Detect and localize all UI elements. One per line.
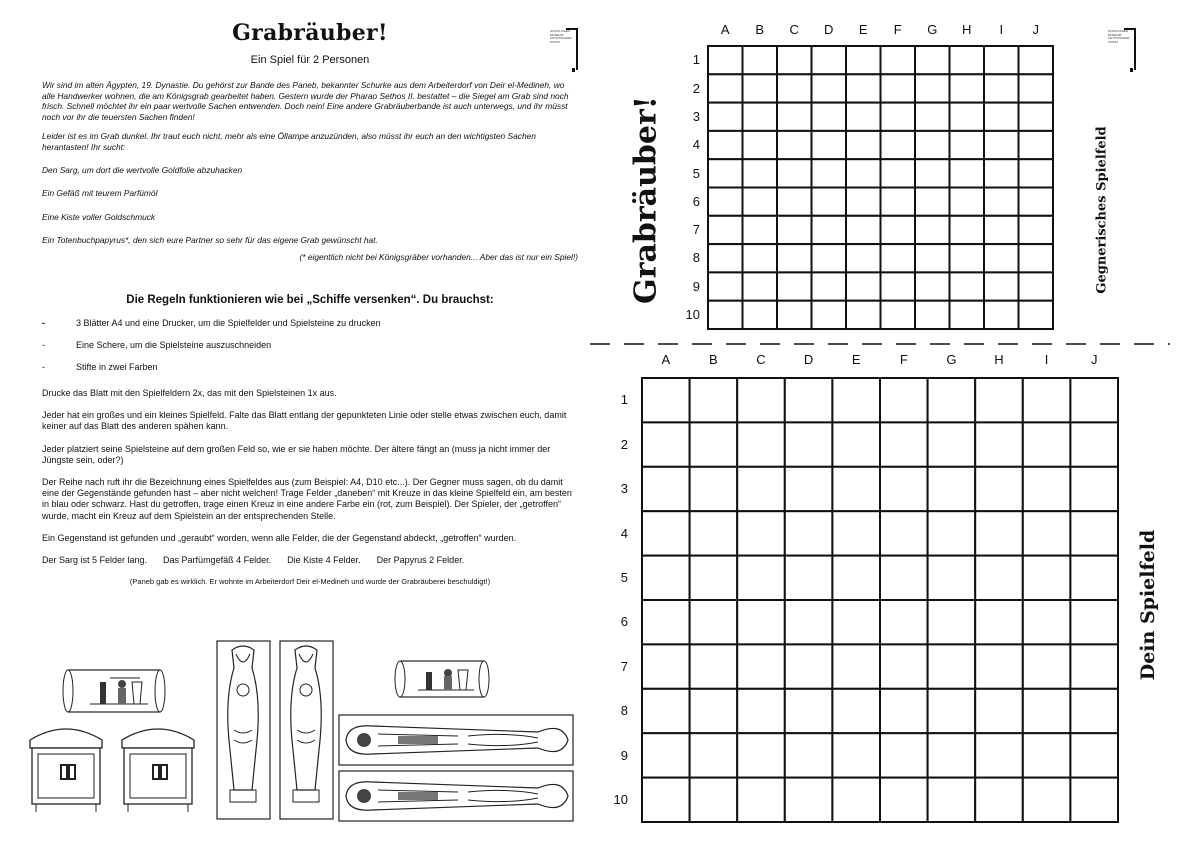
own-cell-F7[interactable] xyxy=(880,644,928,688)
own-cell-F1[interactable] xyxy=(880,378,928,422)
own-cell-E2[interactable] xyxy=(832,422,880,466)
opponent-cell-J7[interactable] xyxy=(1019,216,1054,244)
opponent-cell-G7[interactable] xyxy=(915,216,950,244)
opponent-cell-H4[interactable] xyxy=(950,131,985,159)
museum-logo: STAATLICHES MUSEUM ÄGYPTISCHER KUNST xyxy=(550,28,578,72)
own-cell-H4[interactable] xyxy=(975,511,1023,555)
own-cell-B9[interactable] xyxy=(690,733,738,777)
own-cell-A6[interactable] xyxy=(642,600,690,644)
vase-piece xyxy=(216,640,271,820)
opponent-cell-A6[interactable] xyxy=(708,188,743,216)
opponent-cell-D7[interactable] xyxy=(812,216,847,244)
rule-paragraph: Der Reihe nach ruft ihr die Bezeichnung eines Spielfeldes aus (zum Beispiel: A4, D10 etc...). Der Gegner muss sagen, ob du damit eine der Gegenstände gefunden hast – aber nicht welchen! Trage Felder „daneben“ mit Kreuze in das kleine Spielfeld ein, am besten in blau oder schwarz. Hast du getroffen, trage einen Kreuz in eine andere Farbe ein (rot, zum Beispiel). Der Spieler, der „getroffen“ wurde, macht ein Kreuz auf dem Spielstein an der entsprechenden Stelle. xyxy=(42,477,572,521)
opponent-column-label: H xyxy=(962,22,972,37)
chest-piece xyxy=(116,722,200,814)
own-cell-H5[interactable] xyxy=(975,556,1023,600)
own-cell-H6[interactable] xyxy=(975,600,1023,644)
opponent-cell-D10[interactable] xyxy=(812,301,847,329)
opponent-cell-A9[interactable] xyxy=(708,272,743,300)
own-cell-B7[interactable] xyxy=(690,644,738,688)
own-cell-B10[interactable] xyxy=(690,778,738,822)
rule-paragraph: Jeder hat ein großes und ein kleines Spielfeld. Falte das Blatt entlang der gepunkteten Linie oder stelle etwas zwischen euch, damit keiner auf das Blatt des anderen spähen kann. xyxy=(42,410,567,432)
intro-text xyxy=(42,80,578,272)
own-cell-F2[interactable] xyxy=(880,422,928,466)
opponent-cell-B2[interactable] xyxy=(743,74,778,102)
opponent-cell-E1[interactable] xyxy=(846,46,881,74)
opponent-cell-B1[interactable] xyxy=(743,46,778,74)
own-cell-G3[interactable] xyxy=(928,467,976,511)
opponent-cell-G6[interactable] xyxy=(915,188,950,216)
opponent-cell-J2[interactable] xyxy=(1019,74,1054,102)
own-cell-C9[interactable] xyxy=(737,733,785,777)
own-cell-I10[interactable] xyxy=(1023,778,1071,822)
own-grid xyxy=(610,346,1130,824)
own-cell-G5[interactable] xyxy=(928,556,976,600)
opponent-cell-J4[interactable] xyxy=(1019,131,1054,159)
own-cell-J10[interactable] xyxy=(1070,778,1118,822)
opponent-cell-G2[interactable] xyxy=(915,74,950,102)
opponent-row-label: 3 xyxy=(692,108,700,124)
opponent-cell-G5[interactable] xyxy=(915,159,950,187)
own-cell-H7[interactable] xyxy=(975,644,1023,688)
own-cell-F10[interactable] xyxy=(880,778,928,822)
opponent-cell-A5[interactable] xyxy=(708,159,743,187)
opponent-cell-H5[interactable] xyxy=(950,159,985,187)
own-cell-B2[interactable] xyxy=(690,422,738,466)
own-cell-F6[interactable] xyxy=(880,600,928,644)
rule-paragraph: Ein Gegenstand ist gefunden und „geraubt“ worden, wenn alle Felder, die der Gegenstand abdeckt, „getroffen“ wurden. xyxy=(42,532,517,543)
own-cell-D4[interactable] xyxy=(785,511,833,555)
opponent-cell-E2[interactable] xyxy=(846,74,881,102)
rules-body xyxy=(42,388,578,587)
opponent-cell-B5[interactable] xyxy=(743,159,778,187)
opponent-cell-F10[interactable] xyxy=(881,301,916,329)
opponent-cell-A3[interactable] xyxy=(708,103,743,131)
opponent-cell-E7[interactable] xyxy=(846,216,881,244)
own-column-label: A xyxy=(661,352,671,367)
opponent-cell-D6[interactable] xyxy=(812,188,847,216)
own-cell-D6[interactable] xyxy=(785,600,833,644)
own-cell-D1[interactable] xyxy=(785,378,833,422)
own-cell-E10[interactable] xyxy=(832,778,880,822)
own-cell-I7[interactable] xyxy=(1023,644,1071,688)
opponent-row-label: 8 xyxy=(692,250,700,266)
opponent-cell-I9[interactable] xyxy=(984,272,1019,300)
own-cell-J2[interactable] xyxy=(1070,422,1118,466)
own-cell-F4[interactable] xyxy=(880,511,928,555)
own-cell-G7[interactable] xyxy=(928,644,976,688)
own-cell-I1[interactable] xyxy=(1023,378,1071,422)
own-cell-I2[interactable] xyxy=(1023,422,1071,466)
opponent-cell-A1[interactable] xyxy=(708,46,743,74)
piece-sizes: Der Sarg ist 5 Felder lang. Das Parfümgefäß 4 Felder. Die Kiste 4 Felder. Der Papyrus 2 Felder. xyxy=(42,555,465,566)
opponent-cell-I5[interactable] xyxy=(984,159,1019,187)
own-cell-H2[interactable] xyxy=(975,422,1023,466)
game-subtitle: Ein Spiel für 2 Personen xyxy=(250,54,370,66)
rules-heading: Die Regeln funktionieren wie bei „Schiffe versenken“. Du brauchst: xyxy=(126,294,494,306)
own-row-label: 3 xyxy=(620,481,628,497)
opponent-cell-I3[interactable] xyxy=(984,103,1019,131)
own-cell-A8[interactable] xyxy=(642,689,690,733)
opponent-cell-I10[interactable] xyxy=(984,301,1019,329)
opponent-cell-H3[interactable] xyxy=(950,103,985,131)
opponent-cell-E3[interactable] xyxy=(846,103,881,131)
opponent-column-label: J xyxy=(1032,22,1039,37)
opponent-cell-D8[interactable] xyxy=(812,244,847,272)
opponent-cell-H6[interactable] xyxy=(950,188,985,216)
opponent-cell-J6[interactable] xyxy=(1019,188,1054,216)
opponent-cell-I6[interactable] xyxy=(984,188,1019,216)
opponent-column-label: F xyxy=(893,22,902,37)
opponent-cell-A4[interactable] xyxy=(708,131,743,159)
vase-piece xyxy=(279,640,334,820)
own-cell-G8[interactable] xyxy=(928,689,976,733)
own-cell-G10[interactable] xyxy=(928,778,976,822)
own-cell-A10[interactable] xyxy=(642,778,690,822)
own-cell-C8[interactable] xyxy=(737,689,785,733)
own-cell-A3[interactable] xyxy=(642,467,690,511)
opponent-row-label: 6 xyxy=(692,193,700,209)
opponent-cell-J8[interactable] xyxy=(1019,244,1054,272)
own-row-label: 4 xyxy=(620,525,628,541)
own-cell-G6[interactable] xyxy=(928,600,976,644)
opponent-cell-H1[interactable] xyxy=(950,46,985,74)
list-item: - Stifte in zwei Farben xyxy=(42,362,158,372)
own-row-label: 8 xyxy=(620,703,628,719)
own-cell-A2[interactable] xyxy=(642,422,690,466)
own-cell-F3[interactable] xyxy=(880,467,928,511)
own-cell-E8[interactable] xyxy=(832,689,880,733)
own-board-label: Dein Spielfeld xyxy=(1137,529,1159,681)
own-cell-H3[interactable] xyxy=(975,467,1023,511)
own-cell-G2[interactable] xyxy=(928,422,976,466)
own-row-label: 9 xyxy=(620,747,628,763)
rule-paragraph: Jeder platziert seine Spielsteine auf dem großen Feld so, wie er sie haben möchte. Der ältere fängt an (muss ja nicht immer der Jüngste sein, oder?) xyxy=(42,443,551,465)
own-column-label: B xyxy=(709,352,718,367)
opponent-cell-A7[interactable] xyxy=(708,216,743,244)
opponent-cell-B8[interactable] xyxy=(743,244,778,272)
own-cell-J4[interactable] xyxy=(1070,511,1118,555)
opponent-cell-F6[interactable] xyxy=(881,188,916,216)
opponent-cell-D2[interactable] xyxy=(812,74,847,102)
own-column-label: E xyxy=(851,352,861,367)
opponent-cell-F1[interactable] xyxy=(881,46,916,74)
item-kiste: Eine Kiste voller Goldschmuck xyxy=(42,211,156,222)
own-column-label: J xyxy=(1090,352,1098,367)
opponent-cell-H7[interactable] xyxy=(950,216,985,244)
own-cell-E6[interactable] xyxy=(832,600,880,644)
own-cell-J9[interactable] xyxy=(1070,733,1118,777)
opponent-column-label: B xyxy=(755,22,765,37)
list-item: - 3 Blätter A4 und eine Drucker, um die Spielfelder und Spielsteine zu drucken xyxy=(42,318,381,328)
own-column-label: D xyxy=(803,352,814,367)
own-cell-G4[interactable] xyxy=(928,511,976,555)
opponent-cell-G4[interactable] xyxy=(915,131,950,159)
item-papyrus: Ein Totenbuchpapyrus*, den sich eure Partner so sehr für das eigene Grab gewünscht hat. xyxy=(42,235,378,246)
opponent-cell-G1[interactable] xyxy=(915,46,950,74)
opponent-cell-F2[interactable] xyxy=(881,74,916,102)
museum-logo: STAATLICHES MUSEUM ÄGYPTISCHER KUNST xyxy=(1108,28,1136,72)
opponent-row-label: 2 xyxy=(692,80,700,96)
opponent-board-label: Gegnerisches Spielfeld xyxy=(1094,126,1110,294)
opponent-cell-A8[interactable] xyxy=(708,244,743,272)
opponent-row-label: 9 xyxy=(692,278,700,294)
opponent-column-label: E xyxy=(858,22,868,37)
opponent-cell-I1[interactable] xyxy=(984,46,1019,74)
own-cell-I6[interactable] xyxy=(1023,600,1071,644)
own-cell-H8[interactable] xyxy=(975,689,1023,733)
own-column-label: C xyxy=(756,352,766,367)
own-cell-F9[interactable] xyxy=(880,733,928,777)
papyrus-piece xyxy=(60,664,168,718)
opponent-cell-C3[interactable] xyxy=(777,103,812,131)
own-cell-I9[interactable] xyxy=(1023,733,1071,777)
own-cell-E7[interactable] xyxy=(832,644,880,688)
board-title: Grabräuber! xyxy=(628,96,664,304)
sarcophagus-piece xyxy=(338,714,574,766)
own-cell-D5[interactable] xyxy=(785,556,833,600)
opponent-cell-J10[interactable] xyxy=(1019,301,1054,329)
opponent-cell-C9[interactable] xyxy=(777,272,812,300)
opponent-cell-J9[interactable] xyxy=(1019,272,1054,300)
own-cell-G1[interactable] xyxy=(928,378,976,422)
opponent-cell-C4[interactable] xyxy=(777,131,812,159)
own-cell-C6[interactable] xyxy=(737,600,785,644)
own-cell-A4[interactable] xyxy=(642,511,690,555)
own-column-label: H xyxy=(994,352,1004,367)
own-cell-I4[interactable] xyxy=(1023,511,1071,555)
own-cell-F5[interactable] xyxy=(880,556,928,600)
intro-paragraph: Wir sind im alten Ägypten, 19. Dynastie. Du gehörst zur Bande des Paneb, bekannter Schurke aus dem Arbeiterdorf von Deir el-Medineh, wo alle Handwerker wohnen, die am Königsgrab gearbeitet haben. Gestern wurde der Pharao Sethos II. bestattet – die Siegel am Grab sind noch frisch. Schnell möchtet ihr ein paar wertvolle Sachen entwenden. Doch nein! Eine andere Grabräuberbande ist auch unterwegs, und ihr müsst noch vor ihr die teuersten Sachen finden! xyxy=(42,80,569,122)
own-cell-D2[interactable] xyxy=(785,422,833,466)
own-column-label: G xyxy=(946,352,957,367)
opponent-row-label: 7 xyxy=(692,222,700,238)
own-row-label: 10 xyxy=(613,792,628,807)
opponent-cell-E5[interactable] xyxy=(846,159,881,187)
own-cell-D8[interactable] xyxy=(785,689,833,733)
own-cell-A7[interactable] xyxy=(642,644,690,688)
item-parfuem: Ein Gefäß mit teurem Parfümöl xyxy=(42,188,158,199)
own-cell-D7[interactable] xyxy=(785,644,833,688)
opponent-cell-A2[interactable] xyxy=(708,74,743,102)
own-cell-J1[interactable] xyxy=(1070,378,1118,422)
opponent-column-label: C xyxy=(789,22,799,37)
opponent-row-label: 5 xyxy=(692,165,700,181)
own-cell-E3[interactable] xyxy=(832,467,880,511)
own-cell-B8[interactable] xyxy=(690,689,738,733)
opponent-cell-B10[interactable] xyxy=(743,301,778,329)
own-cell-B6[interactable] xyxy=(690,600,738,644)
own-row-label: 1 xyxy=(620,392,628,408)
own-cell-A9[interactable] xyxy=(642,733,690,777)
own-cell-H9[interactable] xyxy=(975,733,1023,777)
opponent-cell-B9[interactable] xyxy=(743,272,778,300)
opponent-cell-H8[interactable] xyxy=(950,244,985,272)
materials-list xyxy=(42,318,578,384)
opponent-row-label: 10 xyxy=(685,307,700,323)
own-cell-I5[interactable] xyxy=(1023,556,1071,600)
own-cell-G9[interactable] xyxy=(928,733,976,777)
opponent-cell-C8[interactable] xyxy=(777,244,812,272)
opponent-cell-J5[interactable] xyxy=(1019,159,1054,187)
opponent-row-label: 1 xyxy=(692,52,700,68)
opponent-cell-G9[interactable] xyxy=(915,272,950,300)
papyrus-piece xyxy=(392,656,492,702)
opponent-cell-G10[interactable] xyxy=(915,301,950,329)
opponent-cell-E9[interactable] xyxy=(846,272,881,300)
own-cell-C3[interactable] xyxy=(737,467,785,511)
opponent-cell-B6[interactable] xyxy=(743,188,778,216)
own-cell-C10[interactable] xyxy=(737,778,785,822)
opponent-grid xyxy=(680,16,1060,332)
own-cell-C4[interactable] xyxy=(737,511,785,555)
own-cell-E1[interactable] xyxy=(832,378,880,422)
opponent-cell-I4[interactable] xyxy=(984,131,1019,159)
own-cell-C7[interactable] xyxy=(737,644,785,688)
opponent-column-label: A xyxy=(720,22,730,37)
own-cell-H10[interactable] xyxy=(975,778,1023,822)
list-item: - Eine Schere, um die Spielsteine auszuschneiden xyxy=(42,340,272,350)
opponent-cell-B3[interactable] xyxy=(743,103,778,131)
opponent-column-label: D xyxy=(824,22,834,37)
opponent-cell-I2[interactable] xyxy=(984,74,1019,102)
opponent-cell-C5[interactable] xyxy=(777,159,812,187)
opponent-cell-E6[interactable] xyxy=(846,188,881,216)
opponent-cell-F7[interactable] xyxy=(881,216,916,244)
own-cell-J6[interactable] xyxy=(1070,600,1118,644)
own-cell-H1[interactable] xyxy=(975,378,1023,422)
own-column-label: F xyxy=(899,352,908,367)
opponent-cell-D3[interactable] xyxy=(812,103,847,131)
own-cell-A5[interactable] xyxy=(642,556,690,600)
own-board xyxy=(610,346,1130,824)
opponent-cell-A10[interactable] xyxy=(708,301,743,329)
opponent-cell-I8[interactable] xyxy=(984,244,1019,272)
own-cell-D3[interactable] xyxy=(785,467,833,511)
opponent-cell-G3[interactable] xyxy=(915,103,950,131)
sarcophagus-piece xyxy=(338,770,574,822)
own-cell-J5[interactable] xyxy=(1070,556,1118,600)
opponent-board xyxy=(680,16,1060,332)
own-column-label: I xyxy=(1044,352,1049,367)
own-row-label: 7 xyxy=(620,658,628,674)
own-cell-D9[interactable] xyxy=(785,733,833,777)
own-cell-E5[interactable] xyxy=(832,556,880,600)
own-cell-E4[interactable] xyxy=(832,511,880,555)
own-cell-F8[interactable] xyxy=(880,689,928,733)
opponent-cell-F9[interactable] xyxy=(881,272,916,300)
own-cell-I8[interactable] xyxy=(1023,689,1071,733)
search-intro: Leider ist es im Grab dunkel. Ihr traut euch nicht, mehr als eine Öllampe anzuzünden, also müsst ihr euch an den wichtigsten Sachen herantasten! Ihr sucht: xyxy=(42,131,536,152)
opponent-column-label: I xyxy=(999,22,1004,37)
item-sarg: Den Sarg, um dort die wertvolle Goldfolie abzuhacken xyxy=(42,164,243,175)
own-cell-J3[interactable] xyxy=(1070,467,1118,511)
opponent-cell-B7[interactable] xyxy=(743,216,778,244)
own-cell-I3[interactable] xyxy=(1023,467,1071,511)
own-cell-B4[interactable] xyxy=(690,511,738,555)
own-cell-C2[interactable] xyxy=(737,422,785,466)
own-row-label: 5 xyxy=(620,570,628,585)
opponent-cell-J3[interactable] xyxy=(1019,103,1054,131)
chest-piece xyxy=(24,722,108,814)
own-row-label: 6 xyxy=(620,614,628,630)
own-cell-E9[interactable] xyxy=(832,733,880,777)
opponent-cell-E8[interactable] xyxy=(846,244,881,272)
own-cell-B1[interactable] xyxy=(690,378,738,422)
opponent-cell-I7[interactable] xyxy=(984,216,1019,244)
opponent-cell-G8[interactable] xyxy=(915,244,950,272)
own-cell-J7[interactable] xyxy=(1070,644,1118,688)
paneb-footnote: (Paneb gab es wirklich. Er wohnte im Arbeiterdorf Deir el-Medineh und wurde der Grabräuberei beschuldigt!) xyxy=(129,577,491,587)
opponent-cell-C2[interactable] xyxy=(777,74,812,102)
opponent-cell-J1[interactable] xyxy=(1019,46,1054,74)
opponent-cell-H9[interactable] xyxy=(950,272,985,300)
opponent-cell-B4[interactable] xyxy=(743,131,778,159)
opponent-cell-D1[interactable] xyxy=(812,46,847,74)
own-cell-C5[interactable] xyxy=(737,556,785,600)
own-cell-B5[interactable] xyxy=(690,556,738,600)
own-cell-J8[interactable] xyxy=(1070,689,1118,733)
footnote-note: (* eigentlich nicht bei Königsgräber vorhanden... Aber das ist nur ein Spiel!) xyxy=(299,251,578,262)
own-cell-D10[interactable] xyxy=(785,778,833,822)
own-cell-A1[interactable] xyxy=(642,378,690,422)
opponent-cell-E10[interactable] xyxy=(846,301,881,329)
opponent-cell-F3[interactable] xyxy=(881,103,916,131)
opponent-cell-F4[interactable] xyxy=(881,131,916,159)
opponent-cell-F5[interactable] xyxy=(881,159,916,187)
game-title: Grabräuber! xyxy=(232,20,388,46)
opponent-cell-C7[interactable] xyxy=(777,216,812,244)
own-cell-C1[interactable] xyxy=(737,378,785,422)
opponent-cell-C6[interactable] xyxy=(777,188,812,216)
opponent-cell-E4[interactable] xyxy=(846,131,881,159)
opponent-cell-F8[interactable] xyxy=(881,244,916,272)
opponent-cell-D5[interactable] xyxy=(812,159,847,187)
opponent-cell-C1[interactable] xyxy=(777,46,812,74)
own-row-label: 2 xyxy=(620,436,628,452)
opponent-row-label: 4 xyxy=(692,137,700,153)
opponent-cell-D9[interactable] xyxy=(812,272,847,300)
opponent-cell-D4[interactable] xyxy=(812,131,847,159)
opponent-column-label: G xyxy=(927,22,938,37)
own-cell-B3[interactable] xyxy=(690,467,738,511)
opponent-cell-H2[interactable] xyxy=(950,74,985,102)
rule-paragraph: Drucke das Blatt mit den Spielfeldern 2x, das mit den Spielsteinen 1x aus. xyxy=(42,388,337,398)
opponent-cell-H10[interactable] xyxy=(950,301,985,329)
opponent-cell-C10[interactable] xyxy=(777,301,812,329)
